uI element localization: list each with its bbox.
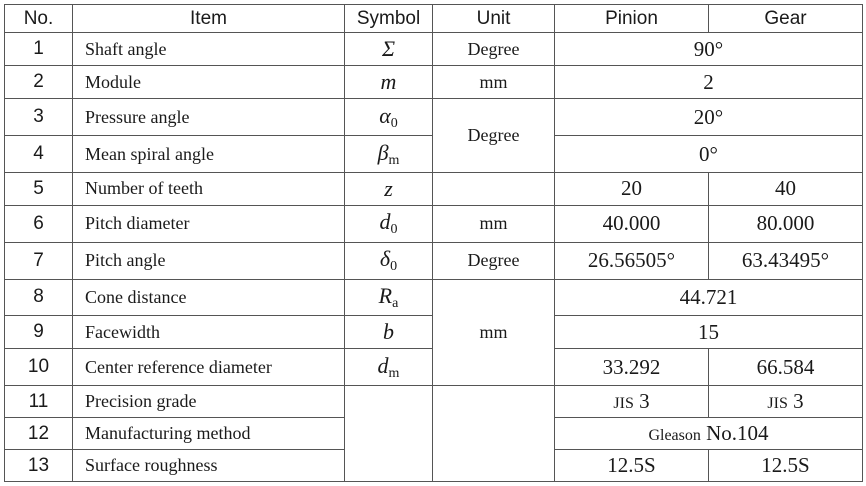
header-unit: Unit <box>433 5 555 33</box>
gear-value: 12.5S <box>709 450 863 482</box>
row-number: 7 <box>5 242 73 279</box>
header-pinion: Pinion <box>555 5 709 33</box>
gear-specification-table <box>4 4 863 482</box>
row-number: 11 <box>5 386 73 418</box>
symbol: α <box>379 102 391 128</box>
symbol: δ <box>379 246 391 272</box>
item-name: Pitch diameter <box>73 206 345 243</box>
pinion-value: 33.292 <box>555 349 709 386</box>
symbol-cell <box>345 206 433 243</box>
shared-value: 90° <box>555 33 863 66</box>
table-row <box>5 279 863 316</box>
symbol: z <box>384 175 393 201</box>
item-name: Number of teeth <box>73 172 345 205</box>
pinion-grade: 3 <box>639 389 650 414</box>
shared-value: 0° <box>555 136 863 173</box>
header-row <box>5 5 863 33</box>
row-number: 5 <box>5 172 73 205</box>
shared-value <box>555 418 863 450</box>
row-number: 10 <box>5 349 73 386</box>
symbol: β <box>377 139 389 165</box>
symbol-subscript: 0 <box>390 115 398 131</box>
row-number: 1 <box>5 33 73 66</box>
header-symbol: Symbol <box>345 5 433 33</box>
unit-cell: mm <box>433 66 555 99</box>
gear-grade: 3 <box>793 389 804 414</box>
item-name: Surface roughness <box>73 450 345 482</box>
unit-cell: Degree <box>433 242 555 279</box>
table-row <box>5 206 863 243</box>
symbol-cell <box>345 242 433 279</box>
shared-value: 2 <box>555 66 863 99</box>
symbol-cell <box>345 172 433 205</box>
pinion-value: 20 <box>555 172 709 205</box>
pinion-value <box>555 386 709 418</box>
row-number: 3 <box>5 99 73 136</box>
shared-value: 44.721 <box>555 279 863 316</box>
symbol-cell <box>345 33 433 66</box>
item-name: Cone distance <box>73 279 345 316</box>
unit-cell: Degree <box>433 99 555 173</box>
item-name: Pressure angle <box>73 99 345 136</box>
gear-value: 63.43495° <box>709 242 863 279</box>
unit-cell: mm <box>433 279 555 386</box>
item-name: Mean spiral angle <box>73 136 345 173</box>
row-number: 6 <box>5 206 73 243</box>
row-number: 13 <box>5 450 73 482</box>
table-row <box>5 242 863 279</box>
pinion-value: 12.5S <box>555 450 709 482</box>
table-row <box>5 33 863 66</box>
item-name: Center reference diameter <box>73 349 345 386</box>
pinion-prefix: JIS <box>613 395 634 413</box>
pinion-value: 26.56505° <box>555 242 709 279</box>
header-no: No. <box>5 5 73 33</box>
symbol-subscript: 0 <box>390 222 398 238</box>
unit-cell: mm <box>433 206 555 243</box>
item-name: Pitch angle <box>73 242 345 279</box>
shared-value: 15 <box>555 316 863 349</box>
header-gear: Gear <box>709 5 863 33</box>
table-row <box>5 66 863 99</box>
unit-cell-empty <box>433 386 555 482</box>
item-name: Manufacturing method <box>73 418 345 450</box>
gear-value <box>709 386 863 418</box>
shared-value: 20° <box>555 99 863 136</box>
item-name: Facewidth <box>73 316 345 349</box>
table-row <box>5 386 863 418</box>
row-number: 12 <box>5 418 73 450</box>
value-main: No.104 <box>706 421 769 446</box>
symbol: b <box>383 319 394 345</box>
symbol-cell <box>345 349 433 386</box>
symbol-cell-empty <box>345 386 433 482</box>
symbol-subscript: 0 <box>390 259 398 275</box>
row-number: 4 <box>5 136 73 173</box>
table-row <box>5 99 863 136</box>
row-number: 2 <box>5 66 73 99</box>
unit-cell <box>433 172 555 205</box>
gear-prefix: JIS <box>767 395 788 413</box>
symbol: Σ <box>381 36 396 62</box>
symbol: d <box>379 209 391 235</box>
unit-cell: Degree <box>433 33 555 66</box>
symbol-subscript: m <box>388 365 400 381</box>
symbol: d <box>377 352 389 378</box>
item-name: Module <box>73 66 345 99</box>
item-name: Shaft angle <box>73 33 345 66</box>
symbol: m <box>380 69 397 95</box>
gear-value: 40 <box>709 172 863 205</box>
symbol-subscript: a <box>392 295 399 311</box>
value-prefix: Gleason <box>648 427 701 445</box>
gear-value: 66.584 <box>709 349 863 386</box>
symbol-cell <box>345 99 433 136</box>
row-number: 8 <box>5 279 73 316</box>
symbol-cell <box>345 279 433 316</box>
symbol: R <box>378 282 393 308</box>
symbol-cell <box>345 136 433 173</box>
header-item: Item <box>73 5 345 33</box>
table-row <box>5 172 863 205</box>
symbol-cell <box>345 316 433 349</box>
symbol-subscript: m <box>388 152 400 168</box>
item-name: Precision grade <box>73 386 345 418</box>
pinion-value: 40.000 <box>555 206 709 243</box>
gear-value: 80.000 <box>709 206 863 243</box>
row-number: 9 <box>5 316 73 349</box>
symbol-cell <box>345 66 433 99</box>
